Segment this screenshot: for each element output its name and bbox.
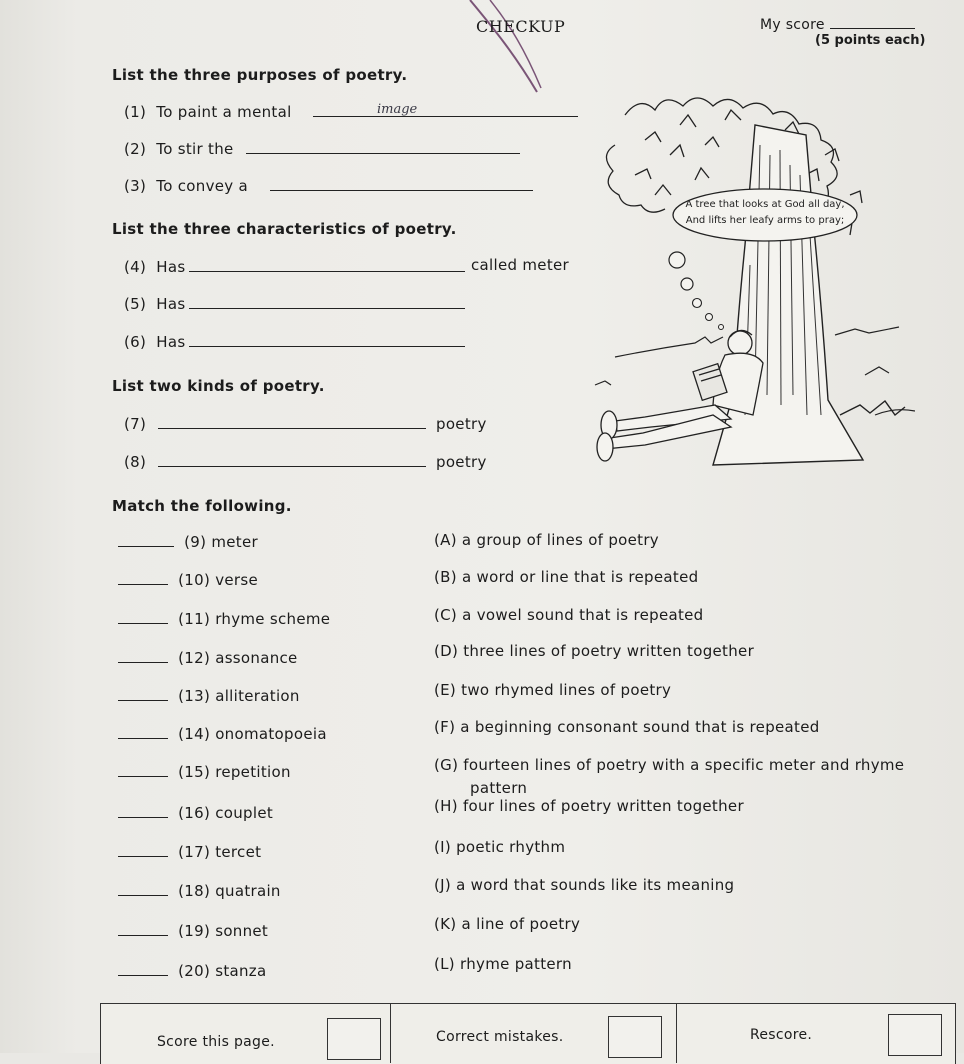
question-1: (1) To paint a mental — [124, 103, 292, 121]
question-5-label: (5) Has — [124, 295, 186, 313]
definition-b: (B) a word or line that is repeated — [434, 568, 699, 586]
answer-10-field[interactable] — [118, 570, 168, 585]
match-term-15: (15) repetition — [118, 762, 291, 781]
caption-line-2: And lifts her leafy arms to pray; — [685, 215, 845, 226]
question-4-label: (4) Has — [124, 258, 186, 276]
rescore-label: Rescore. — [750, 1027, 813, 1043]
definition-h: (H) four lines of poetry written together — [434, 797, 744, 815]
answer-15-field[interactable] — [118, 762, 168, 777]
question-8-label: (8) — [124, 453, 147, 471]
answer-14-field[interactable] — [118, 724, 168, 739]
caption-line-1: A tree that looks at God all day, — [685, 199, 845, 210]
match-term-18: (18) quatrain — [118, 881, 281, 900]
question-2: (2) To stir the — [124, 140, 234, 158]
answer-8-field[interactable] — [158, 448, 426, 467]
match-heading: Match the following. — [112, 497, 292, 515]
purposes-heading: List the three purposes of poetry. — [112, 66, 408, 84]
definition-f: (F) a beginning consonant sound that is repeated — [434, 718, 820, 736]
answer-1-field[interactable] — [313, 98, 578, 117]
answer-7-field[interactable] — [158, 410, 426, 429]
match-term-16: (16) couplet — [118, 803, 273, 822]
match-term-11: (11) rhyme scheme — [118, 609, 330, 628]
pencil-mark-icon — [455, 0, 545, 100]
tree-reader-illustration — [585, 85, 915, 470]
footer-divider-1 — [390, 1003, 391, 1063]
match-term-13: (13) alliteration — [118, 686, 300, 705]
rescore-box[interactable] — [888, 1014, 942, 1056]
match-term-17: (17) tercet — [118, 842, 261, 861]
characteristics-heading: List the three characteristics of poetry. — [112, 220, 457, 238]
answer-19-field[interactable] — [118, 921, 168, 936]
definition-e: (E) two rhymed lines of poetry — [434, 681, 672, 699]
page-title: CHECKUP — [476, 17, 566, 36]
match-term-9: (9) meter — [118, 532, 258, 551]
score-page-label: Score this page. — [157, 1034, 275, 1050]
correct-mistakes-label: Correct mistakes. — [436, 1029, 564, 1045]
points-note: (5 points each) — [815, 33, 926, 48]
question-7-label: (7) — [124, 415, 147, 433]
definition-g-continued: pattern — [470, 779, 528, 797]
answer-17-field[interactable] — [118, 842, 168, 857]
match-term-20: (20) stanza — [118, 961, 266, 980]
definition-k: (K) a line of poetry — [434, 915, 581, 933]
definition-l: (L) rhyme pattern — [434, 955, 572, 973]
answer-18-field[interactable] — [118, 881, 168, 896]
question-4-suffix: called meter — [471, 256, 570, 274]
correct-mistakes-box[interactable] — [608, 1016, 662, 1058]
kinds-heading: List two kinds of poetry. — [112, 377, 325, 395]
question-3: (3) To convey a — [124, 177, 249, 195]
definition-c: (C) a vowel sound that is repeated — [434, 606, 704, 624]
match-term-10: (10) verse — [118, 570, 258, 589]
definition-i: (I) poetic rhythm — [434, 838, 566, 856]
definition-d: (D) three lines of poetry written together — [434, 642, 755, 660]
question-7-suffix: poetry — [436, 415, 487, 433]
answer-4-field[interactable] — [189, 253, 465, 272]
answer-6-field[interactable] — [189, 328, 465, 347]
score-page-box[interactable] — [327, 1018, 381, 1060]
answer-11-field[interactable] — [118, 609, 168, 624]
footer-divider-2 — [676, 1003, 677, 1063]
match-term-19: (19) sonnet — [118, 921, 268, 940]
answer-9-field[interactable] — [118, 532, 174, 547]
definition-j: (J) a word that sounds like its meaning — [434, 876, 735, 894]
answer-3-field[interactable] — [270, 172, 533, 191]
question-6-label: (6) Has — [124, 333, 186, 351]
answer-20-field[interactable] — [118, 961, 168, 976]
answer-5-field[interactable] — [189, 290, 465, 309]
answer-1-handwriting: image — [377, 102, 418, 117]
answer-12-field[interactable] — [118, 648, 168, 663]
match-term-14: (14) onomatopoeia — [118, 724, 327, 743]
definition-a: (A) a group of lines of poetry — [434, 531, 659, 549]
definition-g: (G) fourteen lines of poetry with a specific meter and rhyme — [434, 756, 905, 774]
answer-16-field[interactable] — [118, 803, 168, 818]
question-8-suffix: poetry — [436, 453, 487, 471]
answer-13-field[interactable] — [118, 686, 168, 701]
score-label: My score — [760, 14, 915, 33]
answer-2-field[interactable] — [246, 135, 520, 154]
match-term-12: (12) assonance — [118, 648, 298, 667]
